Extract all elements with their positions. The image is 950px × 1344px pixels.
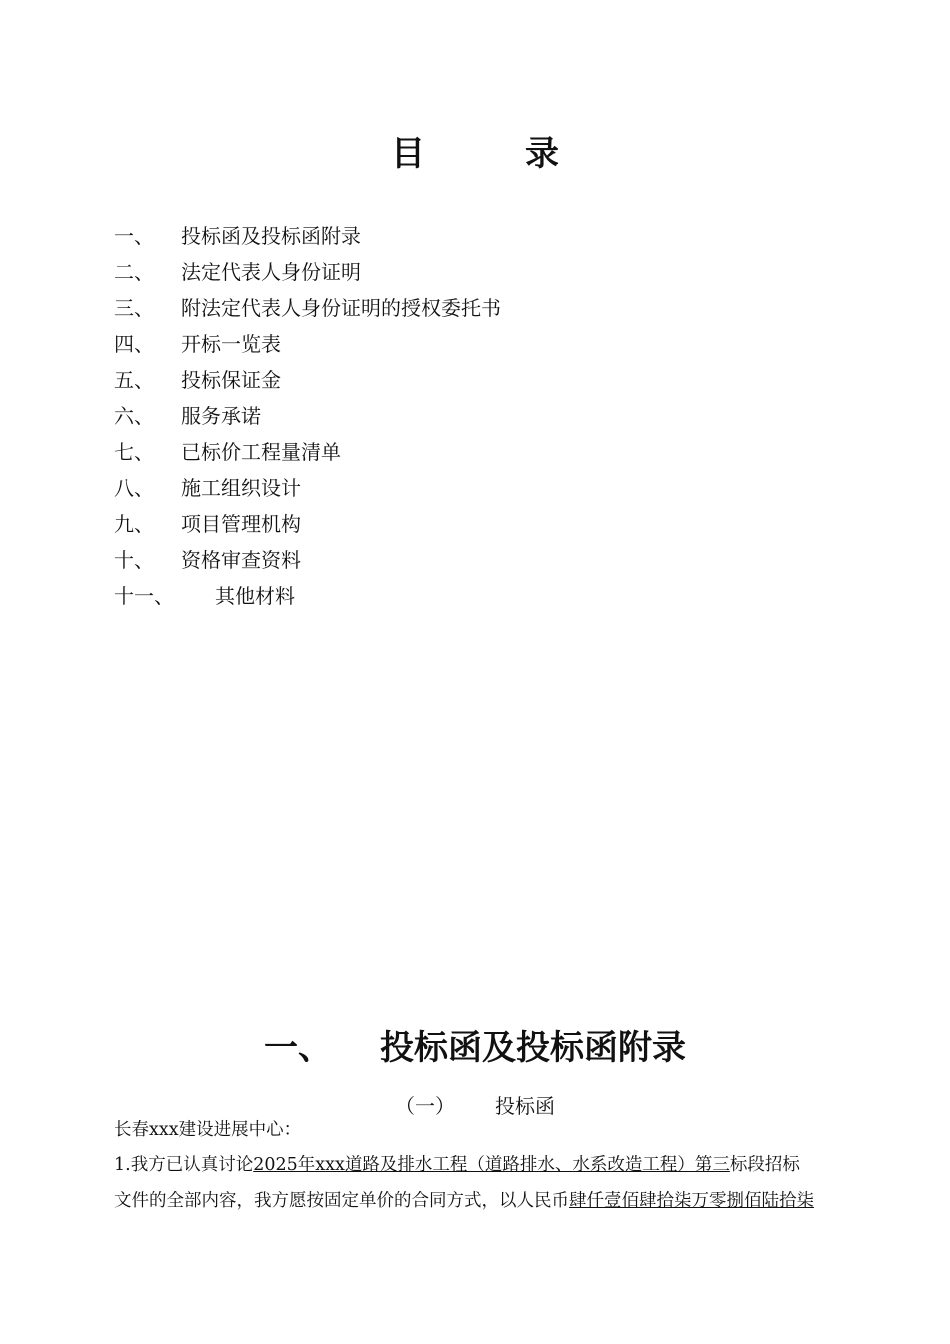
toc-item xyxy=(114,398,834,434)
toc-title-char-1: 目 xyxy=(391,134,425,174)
section-number: 一、 xyxy=(264,1028,332,1068)
toc-item-number: 五、 xyxy=(114,368,154,392)
paragraph-text: 文件的全部内容，我方愿按固定单价的合同方式，以人民币 xyxy=(114,1191,569,1211)
toc-item-label: 投标保证金 xyxy=(181,368,281,392)
toc-item-label: 其他材料 xyxy=(215,584,295,608)
bid-amount: 肆仟壹佰肆拾柒万零捌佰陆拾柒 xyxy=(569,1191,814,1211)
paragraph-line xyxy=(114,1152,884,1178)
toc-item-label: 施工组织设计 xyxy=(181,476,301,500)
toc-item-number: 六、 xyxy=(114,404,154,428)
toc-item xyxy=(114,254,834,290)
toc-item-label: 服务承诺 xyxy=(181,404,261,428)
addressee-line: 长春xxx建设进展中心： xyxy=(114,1120,302,1140)
toc-title-char-2: 录 xyxy=(525,134,559,174)
toc-title xyxy=(0,126,950,175)
toc-item-number: 二、 xyxy=(114,260,154,284)
toc-item xyxy=(114,326,834,362)
paragraph-line xyxy=(114,1188,884,1214)
toc-item-label: 资格审查资料 xyxy=(181,548,301,572)
toc-item xyxy=(114,542,834,578)
subsection-heading xyxy=(0,1090,950,1119)
toc-item-label: 开标一览表 xyxy=(181,332,281,356)
toc-item xyxy=(114,290,834,326)
toc-item-number: 三、 xyxy=(114,296,154,320)
table-of-contents xyxy=(114,218,834,614)
toc-item xyxy=(114,470,834,506)
toc-item-number: 九、 xyxy=(114,512,154,536)
section-title: 投标函及投标函附录 xyxy=(380,1028,686,1068)
toc-item-label: 投标函及投标函附录 xyxy=(181,224,361,248)
toc-item-number: 十一、 xyxy=(114,584,174,608)
project-name: 2025年xxx道路及排水工程（道路排水、水系改造工程）第三 xyxy=(253,1155,730,1175)
subsection-number: （一） xyxy=(395,1094,455,1118)
toc-item-number: 十、 xyxy=(114,548,154,572)
toc-item-number: 一、 xyxy=(114,224,154,248)
toc-item-number: 四、 xyxy=(114,332,154,356)
paragraph-text: 1.我方已认真讨论 xyxy=(114,1155,254,1175)
toc-item-label: 项目管理机构 xyxy=(181,512,301,536)
toc-item xyxy=(114,578,834,614)
toc-item xyxy=(114,362,834,398)
paragraph-text: 标段招标 xyxy=(729,1155,800,1175)
toc-item-label: 法定代表人身份证明 xyxy=(181,260,361,284)
toc-item-label: 附法定代表人身份证明的授权委托书 xyxy=(181,296,501,320)
toc-item-number: 七、 xyxy=(114,440,154,464)
section-heading xyxy=(0,1020,950,1069)
subsection-title: 投标函 xyxy=(495,1094,555,1118)
toc-item xyxy=(114,434,834,470)
toc-item-number: 八、 xyxy=(114,476,154,500)
toc-item xyxy=(114,218,834,254)
toc-item xyxy=(114,506,834,542)
toc-item-label: 已标价工程量清单 xyxy=(181,440,341,464)
